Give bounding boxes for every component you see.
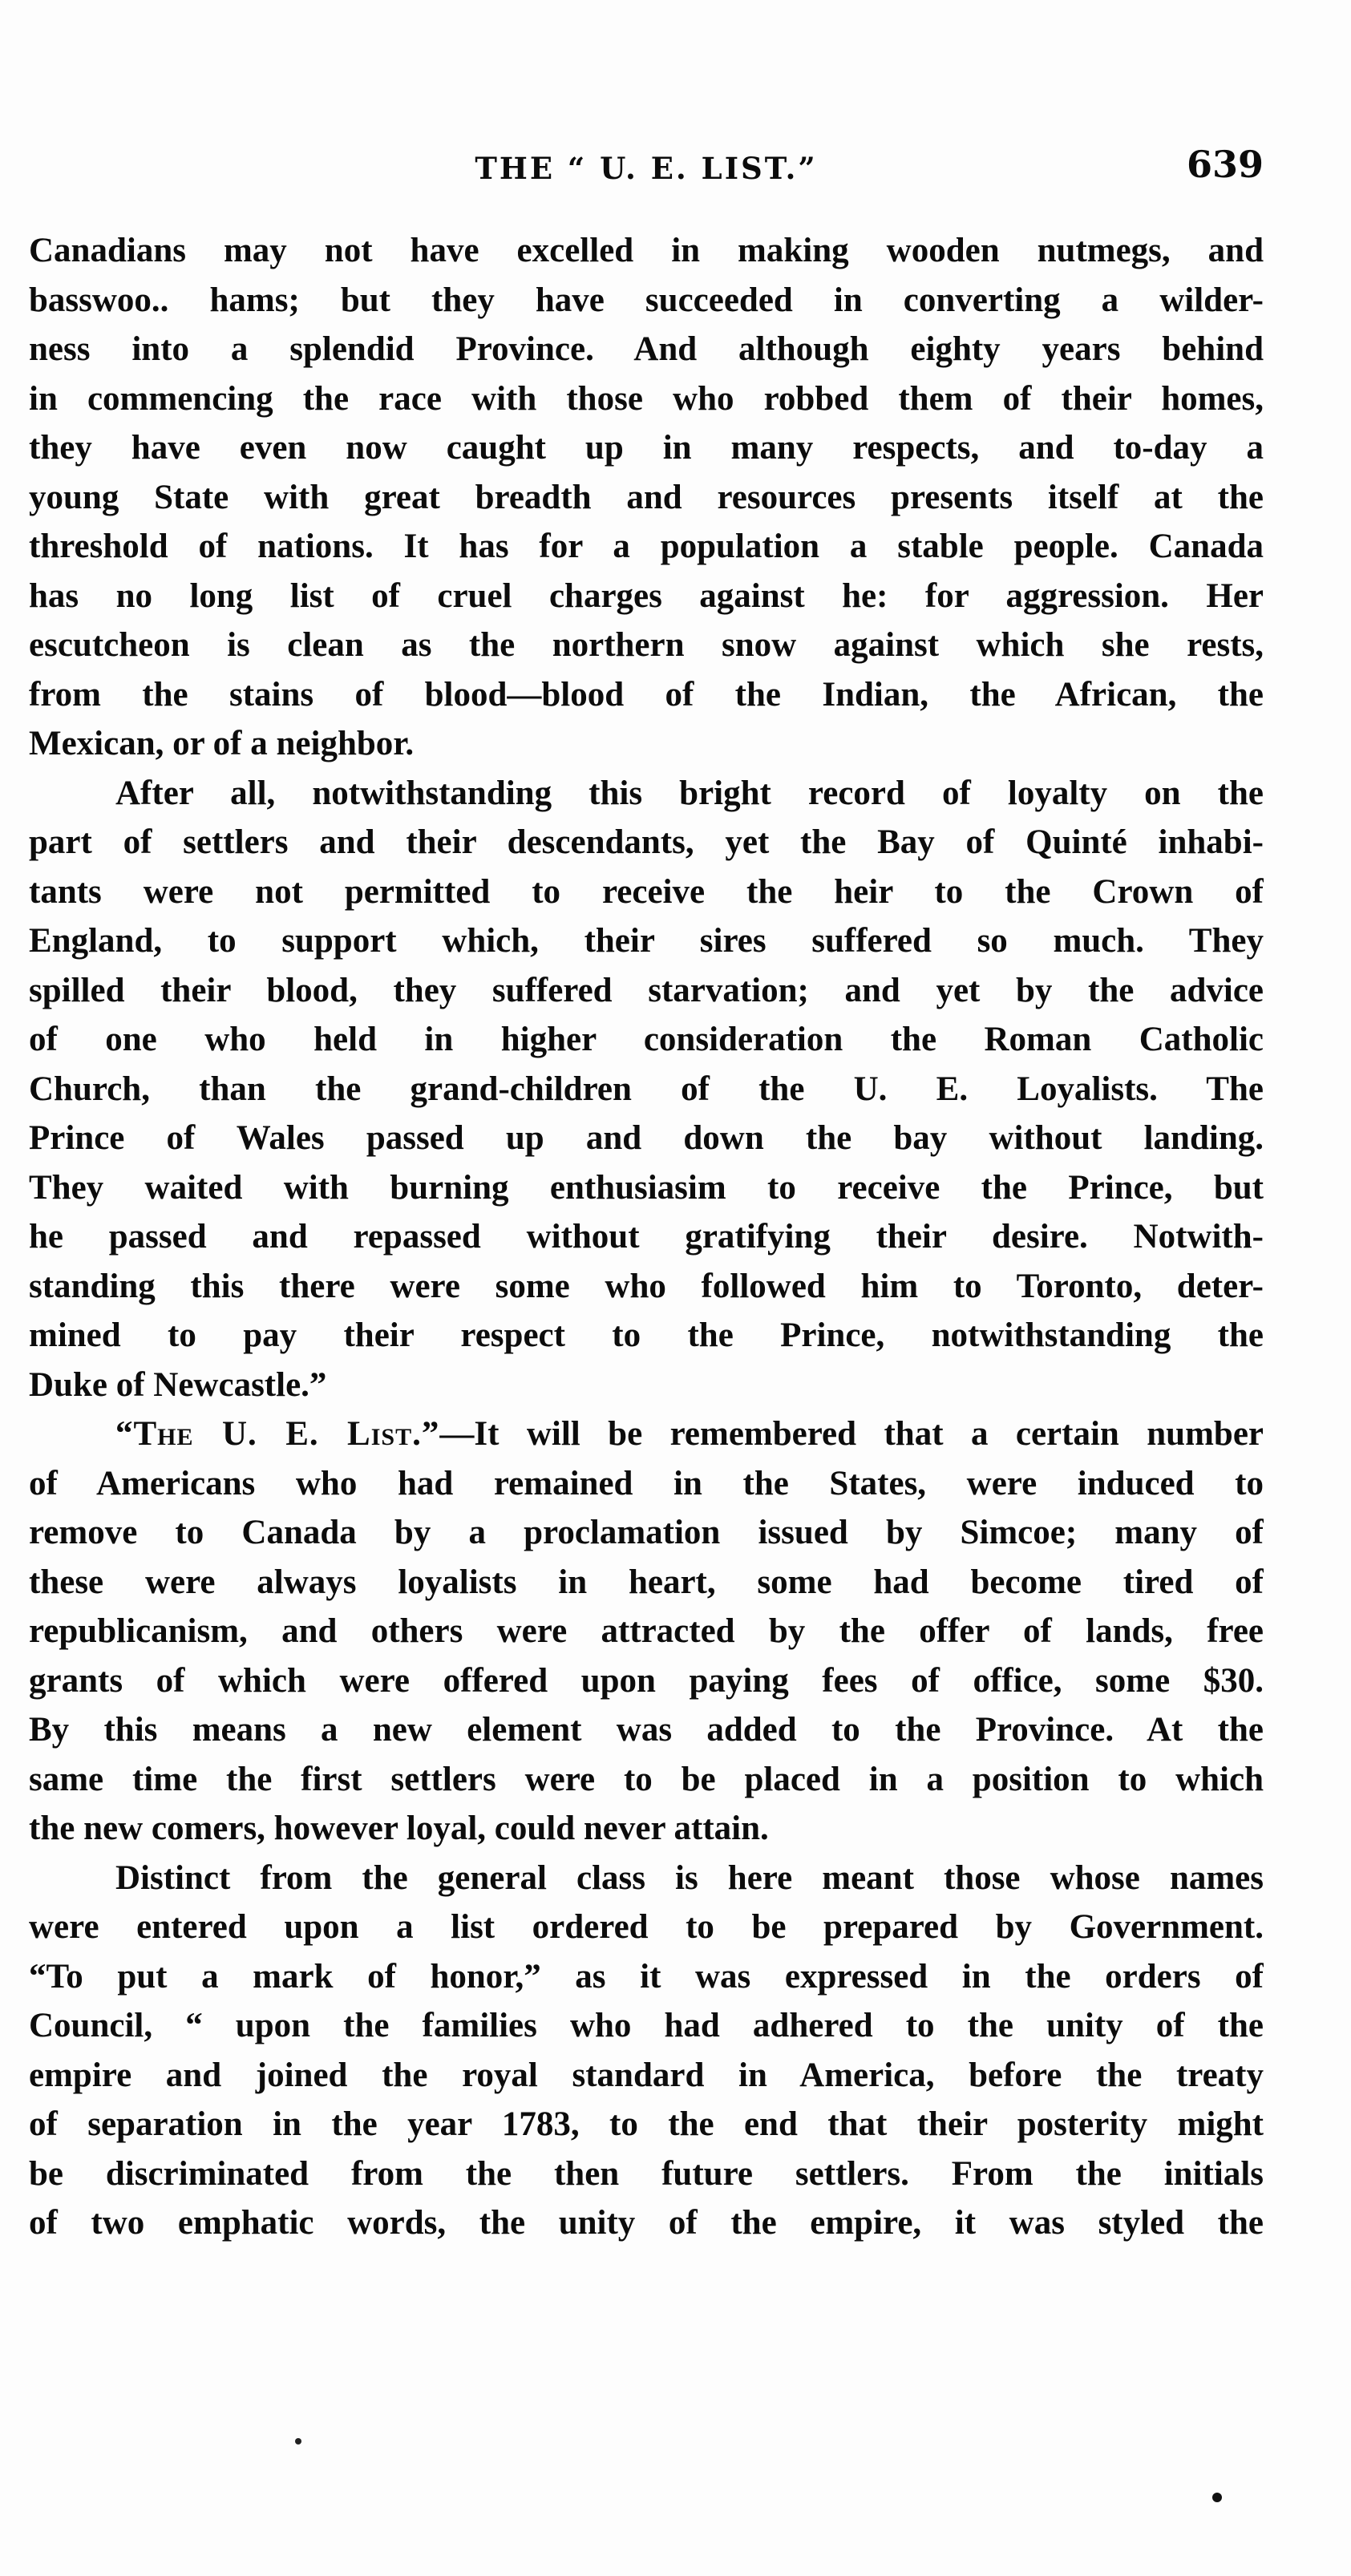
text-line: has no long list of cruel charges against he: for aggression. Her <box>29 576 1264 615</box>
text-line: mined to pay their respect to the Prince, notwithstanding the <box>29 1316 1264 1354</box>
paragraph-distinct <box>29 1854 1264 2248</box>
ink-speck <box>1212 2493 1222 2502</box>
text-line: Distinct from the general class is here meant those whose names <box>115 1858 1264 1897</box>
text-line: of Americans who had remained in the States, were induced to <box>29 1464 1264 1502</box>
text-line: remove to Canada by a proclamation issued by Simcoe; many of <box>29 1514 1264 1551</box>
text-line: they have even now caught up in many respects, and to-day a <box>29 429 1264 467</box>
body-text <box>29 226 1264 2248</box>
text-line: Council, “ upon the families who had adhered to the unity of the <box>29 2007 1264 2044</box>
section-lead-in: “The U. E. List.” <box>115 1415 440 1453</box>
text-line: Church, than the grand-children of the U. E. Loyalists. The <box>29 1070 1264 1108</box>
ink-speck <box>295 2438 301 2445</box>
text-line: After all, notwithstanding this bright record of loyalty on the <box>115 774 1264 812</box>
text-line: Duke of Newcastle.” <box>29 1365 327 1404</box>
text-line: Prince of Wales passed up and down the bay without landing. <box>29 1119 1264 1157</box>
paragraph-canadians <box>29 226 1264 769</box>
text-line: standing this there were some who followed him to Toronto, deter- <box>29 1267 1264 1305</box>
text-line: of two emphatic words, the unity of the empire, it was styled the <box>29 2204 1264 2242</box>
paragraph-ue-list <box>29 1409 1264 1854</box>
text-line: of separation in the year 1783, to the end that their posterity might <box>29 2105 1264 2143</box>
text-line: he passed and repassed without gratifying their desire. Notwith- <box>29 1218 1264 1256</box>
text-line: same time the first settlers were to be placed in a position to which <box>29 1760 1264 1798</box>
text-line: basswoo.. hams; but they have succeeded in converting a wilder- <box>29 281 1264 319</box>
running-title: THE “ U. E. LIST.” <box>475 151 818 186</box>
text-line: “To put a mark of honor,” as it was expressed in the orders of <box>29 1957 1264 1996</box>
text-line: republicanism, and others were attracted by the offer of lands, free <box>29 1612 1264 1650</box>
text-line: Canadians may not have excelled in making wooden nutmegs, and <box>29 232 1264 269</box>
text-line: ness into a splendid Province. And although eighty years behind <box>29 330 1264 368</box>
text-line: England, to support which, their sires suffered so much. They <box>29 922 1264 960</box>
text-line: empire and joined the royal standard in America, before the treaty <box>29 2056 1264 2094</box>
paragraph-after-all <box>29 769 1264 1410</box>
text-line: the new comers, however loyal, could never attain. <box>29 1810 769 1847</box>
text-line: be discriminated from the then future settlers. From the initials <box>29 2154 1264 2193</box>
text-line: from the stains of blood—blood of the Indian, the African, the <box>29 675 1264 714</box>
text-line: of one who held in higher consideration the Roman Catholic <box>29 1021 1264 1058</box>
page-number: 639 <box>1186 143 1264 186</box>
text-line: grants of which were offered upon paying fees of office, some $30. <box>29 1661 1264 1700</box>
text-line <box>29 1409 1264 1459</box>
text-line: Mexican, or of a neighbor. <box>29 725 415 762</box>
text-line: were entered upon a list ordered to be prepared by Government. <box>29 1908 1264 1946</box>
text-line: in commencing the race with those who robbed them of their homes, <box>29 379 1264 418</box>
text-line: threshold of nations. It has for a population a stable people. Canada <box>29 528 1264 565</box>
running-head <box>29 143 1264 207</box>
text-line-rest: —It will be remembered that a certain number <box>439 1415 1264 1453</box>
text-line: By this means a new element was added to the Province. At the <box>29 1711 1264 1749</box>
text-line: spilled their blood, they suffered starvation; and yet by the advice <box>29 971 1264 1009</box>
text-line: young State with great breadth and resources presents itself at the <box>29 478 1264 516</box>
text-line: They waited with burning enthusiasim to receive the Prince, but <box>29 1168 1264 1207</box>
text-line: tants were not permitted to receive the heir to the Crown of <box>29 872 1264 911</box>
text-line: these were always loyalists in heart, some had become tired of <box>29 1563 1264 1601</box>
text-line: part of settlers and their descendants, yet the Bay of Quinté inhabi- <box>29 823 1264 861</box>
text-line: escutcheon is clean as the northern snow against which she rests, <box>29 626 1264 664</box>
